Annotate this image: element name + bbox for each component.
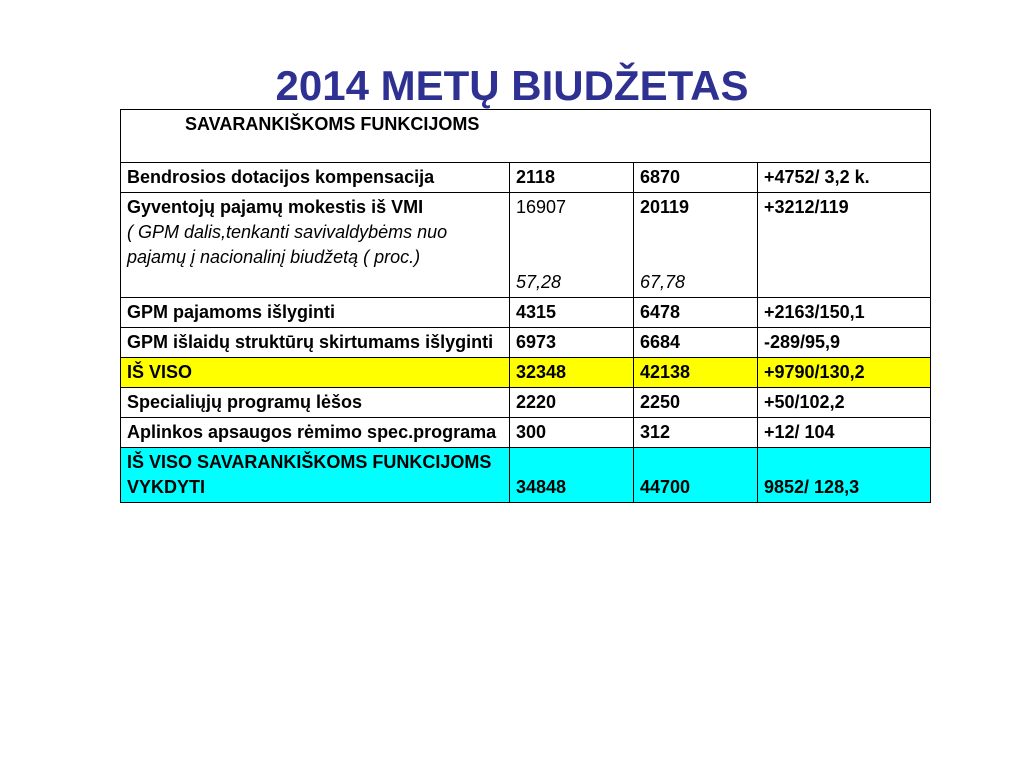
change-value: +4752/ 3,2 k.	[758, 163, 931, 193]
value-2013: 32348	[510, 358, 634, 388]
value-2013-cell	[510, 193, 634, 298]
row-label-cell	[121, 193, 510, 298]
value-2014: 42138	[634, 358, 758, 388]
total-row	[121, 358, 931, 388]
change-value: -289/95,9	[758, 328, 931, 358]
page-title: 2014 METŲ BIUDŽETAS	[275, 62, 749, 109]
row-label: Gyventojų pajamų mokestis iš VMI	[127, 197, 424, 217]
value-2013: 2220	[510, 388, 634, 418]
value-2014: 6684	[634, 328, 758, 358]
grand-total-row	[121, 448, 931, 503]
row-label: GPM išlaidų struktūrų skirtumams išlyginti	[121, 328, 510, 358]
value-2013: 6973	[510, 328, 634, 358]
change-value: +9790/130,2	[758, 358, 931, 388]
value-2014: 20119	[640, 197, 690, 217]
row-label: Aplinkos apsaugos rėmimo spec.programa	[121, 418, 510, 448]
note-value-2014: 67,78	[640, 272, 686, 292]
value-2014: 2250	[634, 388, 758, 418]
change-value: +2163/150,1	[758, 298, 931, 328]
row-label: Specialiųjų programų lėšos	[121, 388, 510, 418]
value-2013: 4315	[510, 298, 634, 328]
note-value-2013: 57,28	[516, 272, 562, 292]
table-row	[121, 328, 931, 358]
budget-table	[120, 109, 931, 503]
row-note: ( GPM dalis,tenkanti savivaldybėms nuo pajamų į nacionalinį biudžetą ( proc.)	[127, 222, 448, 267]
change-value: 9852/ 128,3	[758, 448, 931, 503]
change-value: +3212/119	[758, 193, 931, 298]
table-row	[121, 298, 931, 328]
value-2014-cell	[634, 193, 758, 298]
value-2013: 34848	[510, 448, 634, 503]
value-2013: 16907	[516, 197, 567, 217]
change-value: +12/ 104	[758, 418, 931, 448]
row-label: IŠ VISO SAVARANKIŠKOMS FUNKCIJOMS VYKDYTI	[121, 448, 510, 503]
row-label: IŠ VISO	[121, 358, 510, 388]
table-row	[121, 193, 931, 298]
value-2014: 6478	[634, 298, 758, 328]
table-header-cell	[121, 110, 931, 163]
table-row	[121, 388, 931, 418]
row-label: GPM pajamoms išlyginti	[121, 298, 510, 328]
table-row	[121, 418, 931, 448]
table-header-row	[121, 110, 931, 163]
table-header-label: SAVARANKIŠKOMS FUNKCIJOMS	[185, 114, 480, 134]
value-2014: 44700	[634, 448, 758, 503]
table-row	[121, 163, 931, 193]
value-2014: 312	[634, 418, 758, 448]
value-2013: 2118	[510, 163, 634, 193]
row-label: Bendrosios dotacijos kompensacija	[121, 163, 510, 193]
value-2014: 6870	[634, 163, 758, 193]
change-value: +50/102,2	[758, 388, 931, 418]
value-2013: 300	[510, 418, 634, 448]
